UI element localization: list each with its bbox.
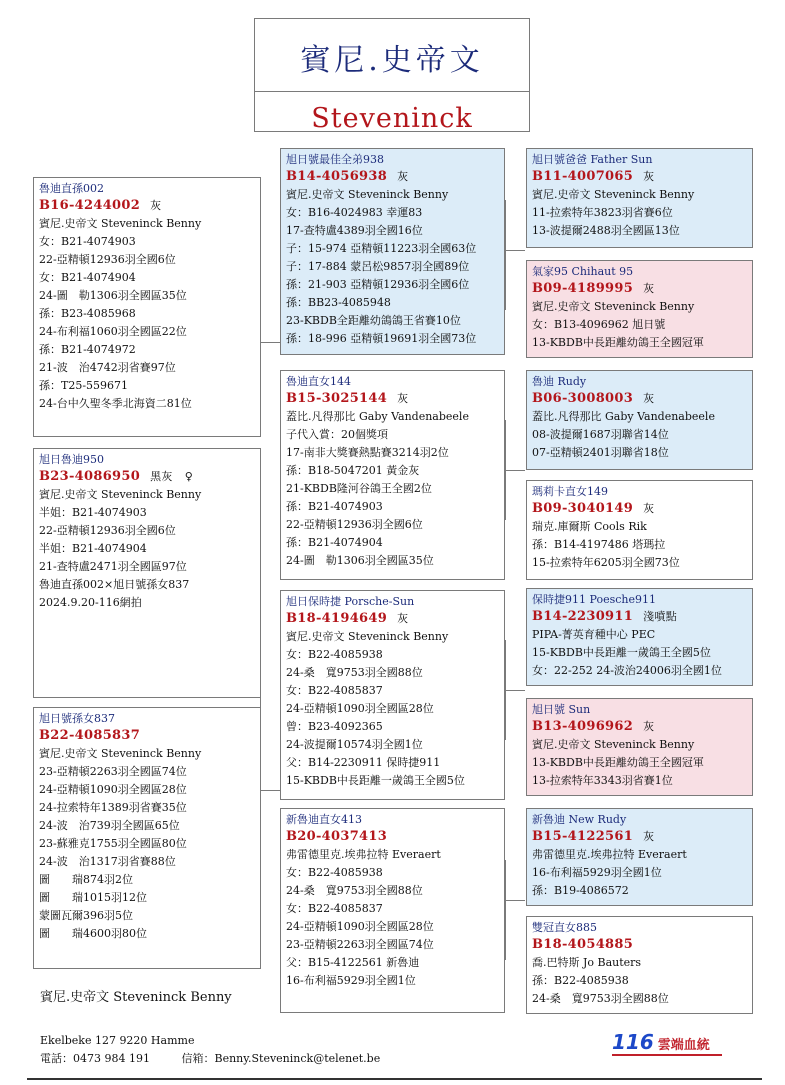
ring-number: B06-3008003 灰 <box>532 391 655 406</box>
owner-name: 賓尼.史帝文 Steveninck Benny <box>40 990 232 1005</box>
connector <box>505 640 506 740</box>
card-lines: 蓋比.凡得那比 Gaby Vandenabeele 子代入賞：20個獎項 17-南非大獎賽熱點賽3214羽2位 孫：B18-5047201 黃金灰 21-KBDB隆河谷鴿王全國2位 孫：B21-4074903 22-亞精頓12936羽全國6位 孫：B21-4074904 24-圖 勒1306羽全國區35位 <box>286 410 469 567</box>
phone-label: 電話： <box>40 1052 73 1065</box>
color-label: 黑灰 <box>150 470 173 483</box>
dam-sire-card: 魯迪 Rudy B06-3008003 灰 蓋比.凡得那比 Gaby Vandenabeele 08-波提爾1687羽聯省14位 07-亞精頓2401羽聯省18位 <box>526 370 753 470</box>
color-label: 灰 <box>150 199 162 212</box>
bottom-rule <box>27 1078 762 1080</box>
ring-number: B15-4122561 灰 <box>532 829 655 844</box>
mate-card: 旭日魯迪950 B23-4086950 黑灰 ♀ 賓尼.史帝文 Steveninck Benny 半姐：B21-4074903 22-亞精頓12936羽全國6位 半姐：B21-4074904 21-查特盧2471羽全國區97位 魯迪直孫002×旭日號孫女837 2024.9.20-116網拍 <box>33 448 261 698</box>
ring-number: B14-2230911 淺噴點 <box>532 609 677 624</box>
card-title: 旭日號最佳全弟938 <box>286 153 384 166</box>
color-label: 淺噴點 <box>643 610 677 623</box>
ring-number: B15-3025144 灰 <box>286 391 409 406</box>
color-label: 灰 <box>643 502 655 515</box>
color-label: 灰 <box>643 720 655 733</box>
ring-number: B18-4194649 灰 <box>286 611 409 626</box>
ring-number: B23-4086950 黑灰 ♀ <box>39 469 194 484</box>
connector <box>505 250 525 251</box>
female-symbol-icon: ♀ <box>184 470 194 483</box>
color-label: 灰 <box>397 392 409 405</box>
ring-number: B14-4056938 灰 <box>286 169 409 184</box>
ring-number: B09-3040149 灰 <box>532 501 655 516</box>
address: Ekelbeke 127 9220 Hamme <box>40 1034 195 1047</box>
dam-card <box>280 370 505 580</box>
connector <box>505 900 525 901</box>
card-title: 保時捷911 Poesche911 <box>532 593 656 606</box>
sire-sire-card: 旭日號爸爸 Father Sun B11-4007065 灰 賓尼.史帝文 Steveninck Benny 11-拉索特年3823羽省賽6位 13-波提爾2488羽全國區13位 <box>526 148 753 248</box>
card-title: 雙冠直女885 <box>532 921 597 934</box>
card-title: 旭日保時捷 Porsche-Sun <box>286 595 415 608</box>
ring-number: B09-4189995 灰 <box>532 281 655 296</box>
phone-number: 0473 984 191 <box>73 1052 150 1065</box>
logo-text: 雲端血統 <box>657 1038 710 1053</box>
card-title: 瑪莉卡直女149 <box>532 485 608 498</box>
card-lines: 賓尼.史帝文 Steveninck Benny 女：B21-4074903 22-亞精頓12936羽全國6位 女：B21-4074904 24-圖 勒1306羽全國區35位 孫：B23-4085968 24-布利福1060羽全國區22位 孫：B21-4074972 21-波 治4742羽省賽97位 孫：T25-559671 24-台中久聖冬季北海資二81位 <box>39 217 202 410</box>
mate-dam-dam-card: 雙冠直女885 B18-4054885 喬.巴特斯 Jo Bauters 孫：B22-4085938 24-桑 寬9753羽全國88位 <box>526 916 753 1014</box>
card-title: 旭日號孫女837 <box>39 712 115 725</box>
contact-info <box>40 1032 380 1068</box>
mate-sire-card: 旭日保時捷 Porsche-Sun B18-4194649 灰 賓尼.史帝文 Steveninck Benny 女：B22-4085938 24-桑 寬9753羽全國88位 女：B22-4085837 24-亞精頓1090羽全國區28位 曾：B23-4092365 24-波提爾10574羽全國1位 父：B14-2230911 保時捷911 15-KBDB中長距離一歲鴿王全國5位 <box>280 590 505 800</box>
logo-swoosh <box>612 1054 722 1056</box>
subject-card <box>33 177 261 437</box>
card-title: 魯迪直女144 <box>286 375 351 388</box>
mate-sire-dam-card: 旭日號 Sun B13-4096962 灰 賓尼.史帝文 Steveninck Benny 13-KBDB中長距離幼鴿王全國冠軍 13-拉索特年3343羽省賽1位 <box>526 698 753 796</box>
email-address[interactable]: Benny.Steveninck@telenet.be <box>214 1052 381 1065</box>
color-label: 灰 <box>643 170 655 183</box>
mate-sire-sire-card: 保時捷911 Poesche911 B14-2230911 淺噴點 PIPA-菁英育種中心 PEC 15-KBDB中長距離一歲鴿王全國5位 女：22-252 24-波治24006羽全國1位 <box>526 588 753 686</box>
ring-number: B11-4007065 灰 <box>532 169 655 184</box>
mate-dam-parent-card: 旭日號孫女837 B22-4085837 賓尼.史帝文 Steveninck Benny 23-亞精頓2263羽全國區74位 24-亞精頓1090羽全國區28位 24-拉索特年1389羽省賽35位 24-波 治739羽全國區65位 23-蘇雅克1755羽全國區80位 24-波 治1317羽省賽88位 圖 瑞874羽2位 圖 瑞1015羽12位 蒙圖瓦爾396羽5位 圖 瑞4600羽80位 <box>33 707 261 969</box>
card-title: 旭日號爸爸 Father Sun <box>532 153 653 166</box>
ring-number: B20-4037413 <box>286 829 388 844</box>
header-divider <box>255 91 529 92</box>
card-title: 新魯迪 New Rudy <box>532 813 627 826</box>
card-title: 新魯迪直女413 <box>286 813 362 826</box>
cloud-pedigree-logo <box>612 1030 710 1054</box>
sire-card <box>280 148 505 355</box>
pedigree-header <box>254 18 530 132</box>
card-lines: 賓尼.史帝文 Steveninck Benny 女：B16-4024983 幸運83 17-查特盧4389羽全國16位 子：15-974 亞精頓11223羽全國63位 子：17-884 蒙呂松9857羽全國89位 孫：21-903 亞精頓12936羽全國6位 孫：BB23-4085948 23-KBDB全距離幼鴿鴿王省賽10位 孫：18-996 亞精頓19691羽全國73位 <box>286 188 477 345</box>
breeder-name-english: Steveninck <box>311 103 473 134</box>
connector <box>505 470 525 471</box>
card-title: 魯迪直孫002 <box>39 182 104 195</box>
color-label: 灰 <box>643 282 655 295</box>
color-label: 灰 <box>397 612 409 625</box>
connector <box>505 420 506 520</box>
logo-number: 116 <box>612 1030 654 1054</box>
color-label: 灰 <box>397 170 409 183</box>
ring-number: B16-4244002 灰 <box>39 198 162 213</box>
ring-number: B22-4085837 <box>39 728 141 743</box>
connector <box>505 860 506 960</box>
color-label: 灰 <box>643 830 655 843</box>
card-title: 魯迪 Rudy <box>532 375 587 388</box>
color-label: 灰 <box>643 392 655 405</box>
connector <box>505 200 506 310</box>
connector <box>505 690 525 691</box>
connector <box>260 342 280 343</box>
connector <box>260 790 280 791</box>
mate-dam-sire-card: 新魯迪 New Rudy B15-4122561 灰 弗雷德里克.埃弗拉特 Everaert 16-布利福5929羽全國1位 孫：B19-4086572 <box>526 808 753 906</box>
ring-number: B18-4054885 <box>532 937 634 952</box>
dam-dam-card: 瑪莉卡直女149 B09-3040149 灰 瑞克.庫爾斯 Cools Rik 孫：B14-4197486 塔瑪拉 15-拉索特年6205羽全國73位 <box>526 480 753 580</box>
breeder-name-chinese: 賓尼.史帝文 <box>300 43 484 78</box>
card-title: 旭日魯迪950 <box>39 453 104 466</box>
sire-dam-card: 氣家95 Chihaut 95 B09-4189995 灰 賓尼.史帝文 Steveninck Benny 女：B13-4096962 旭日號 13-KBDB中長距離幼鴿王全國冠軍 <box>526 260 753 358</box>
email-label: 信箱： <box>181 1052 215 1065</box>
card-title: 氣家95 Chihaut 95 <box>532 265 634 278</box>
ring-number: B13-4096962 灰 <box>532 719 655 734</box>
card-title: 旭日號 Sun <box>532 703 591 716</box>
mate-dam-card: 新魯迪直女413 B20-4037413 弗雷德里克.埃弗拉特 Everaert 女：B22-4085938 24-桑 寬9753羽全國88位 女：B22-4085837 24-亞精頓1090羽全國區28位 23-亞精頓2263羽全國區74位 父：B15-4122561 新魯迪 16-布利福5929羽全國1位 <box>280 808 505 1013</box>
